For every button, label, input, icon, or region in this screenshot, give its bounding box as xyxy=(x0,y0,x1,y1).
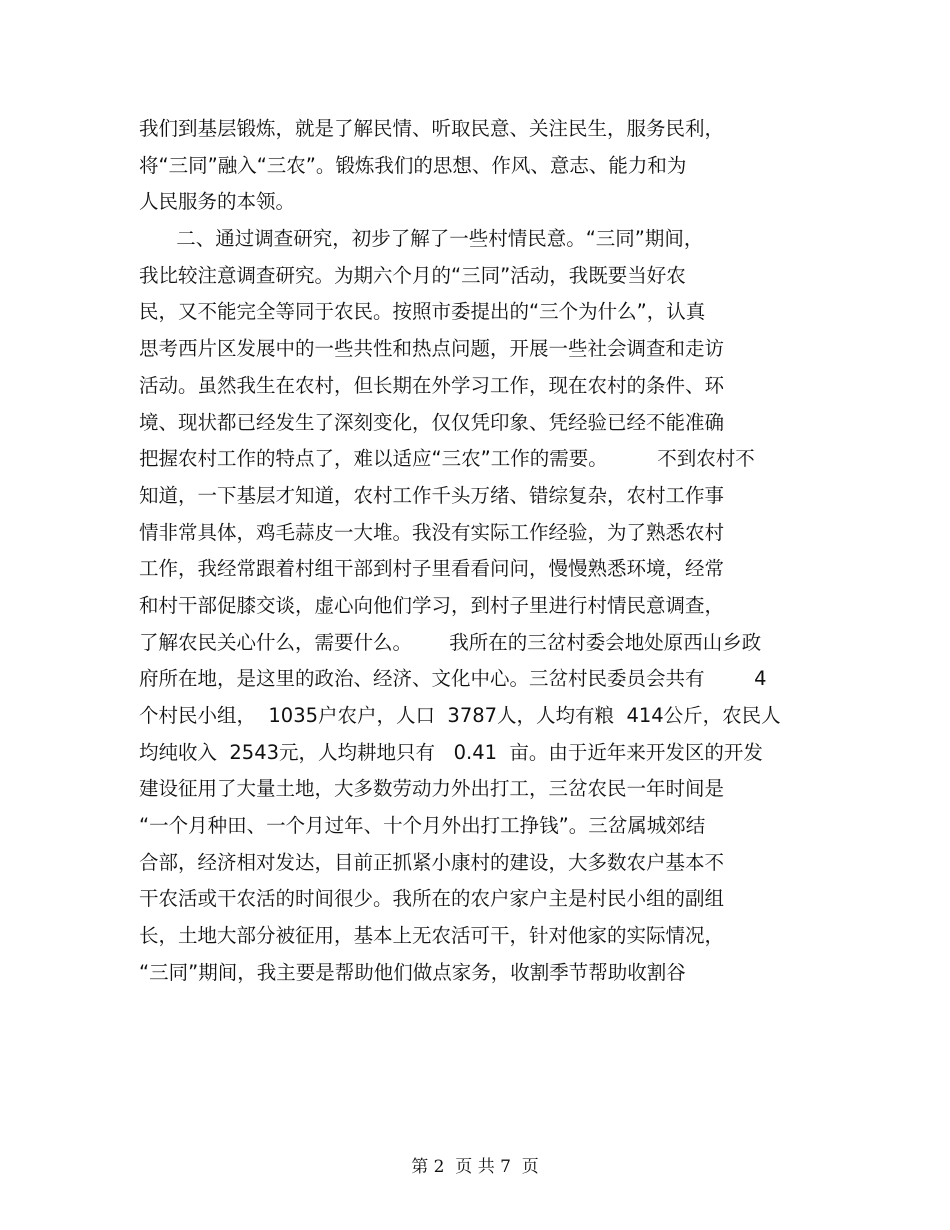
text-line: “一个月种田、一个月过年、十个月外出打工挣钱”。三岔属城郊结 xyxy=(139,814,706,838)
text-line: 活动。虽然我生在农村，但长期在外学习工作，现在农村的条件、环 xyxy=(139,373,725,397)
body-text xyxy=(139,116,819,997)
text-line: 二、通过调查研究，初步了解了一些村情民意。“三同”期间， xyxy=(139,227,704,251)
text-line: 知道，一下基层才知道，农村工作千头万绪、错综复杂，农村工作事 xyxy=(139,483,725,507)
text-line: 我比较注意调查研究。为期六个月的“三同”活动，我既要当好农 xyxy=(139,263,686,287)
text-line: 将“三同”融入“三农”。锻炼我们的思想、作风、意志、能力和为 xyxy=(139,153,687,177)
text-line: 境、现状都已经发生了深刻变化，仅仅凭印象、凭经验已经不能准确 xyxy=(139,410,725,434)
text-line: 合部，经济相对发达，目前正抓紧小康村的建设，大多数农户基本不 xyxy=(139,850,725,874)
text-line: 建设征用了大量土地，大多数劳动力外出打工，三岔农民一年时间是 xyxy=(139,777,725,801)
text-line: 和村干部促膝交谈，虚心向他们学习，到村子里进行村情民意调查， xyxy=(139,593,725,617)
text-line: “三同”期间，我主要是帮助他们做点家务，收割季节帮助收割谷 xyxy=(139,960,686,984)
text-line: 长，土地大部分被征用，基本上无农活可干，针对他家的实际情况， xyxy=(139,924,725,948)
text-line: 了解农民关心什么，需要什么。 我所在的三岔村委会地处原西山乡政 xyxy=(139,630,762,654)
text-line: 干农活或干农活的时间很少。我所在的农户家户主是村民小组的副组 xyxy=(139,887,725,911)
text-line: 思考西片区发展中的一些共性和热点问题，开展一些社会调查和走访 xyxy=(139,337,725,361)
text-line: 我们到基层锻炼，就是了解民情、听取民意、关注民生，服务民利， xyxy=(139,117,725,140)
text-line: 民，又不能完全等同于农民。按照市委提出的“三个为什么”，认真 xyxy=(139,300,706,324)
text-line: 情非常具体，鸡毛蒜皮一大堆。我没有实际工作经验，为了熟悉农村 xyxy=(139,520,725,544)
text-line: 个村民小组， 1035户农户，人口 3787人，人均有粮 414公斤，农民人 xyxy=(139,704,781,727)
text-line: 均纯收入 2543元，人均耕地只有 0.41 亩。由于近年来开发区的开发 xyxy=(139,740,763,764)
text-line: 把握农村工作的特点了，难以适应“三农”工作的需要。 不到农村不 xyxy=(139,447,755,471)
page-number-footer: 第 2 页 共 7 页 xyxy=(411,1157,539,1177)
text-line: 人民服务的本领。 xyxy=(139,190,296,214)
text-line: 府所在地，是这里的政治、经济、文化中心。三岔村民委员会共有 4 xyxy=(139,667,767,691)
text-line: 工作，我经常跟着村组干部到村子里看看问问，慢慢熟悉环境，经常 xyxy=(139,557,725,581)
